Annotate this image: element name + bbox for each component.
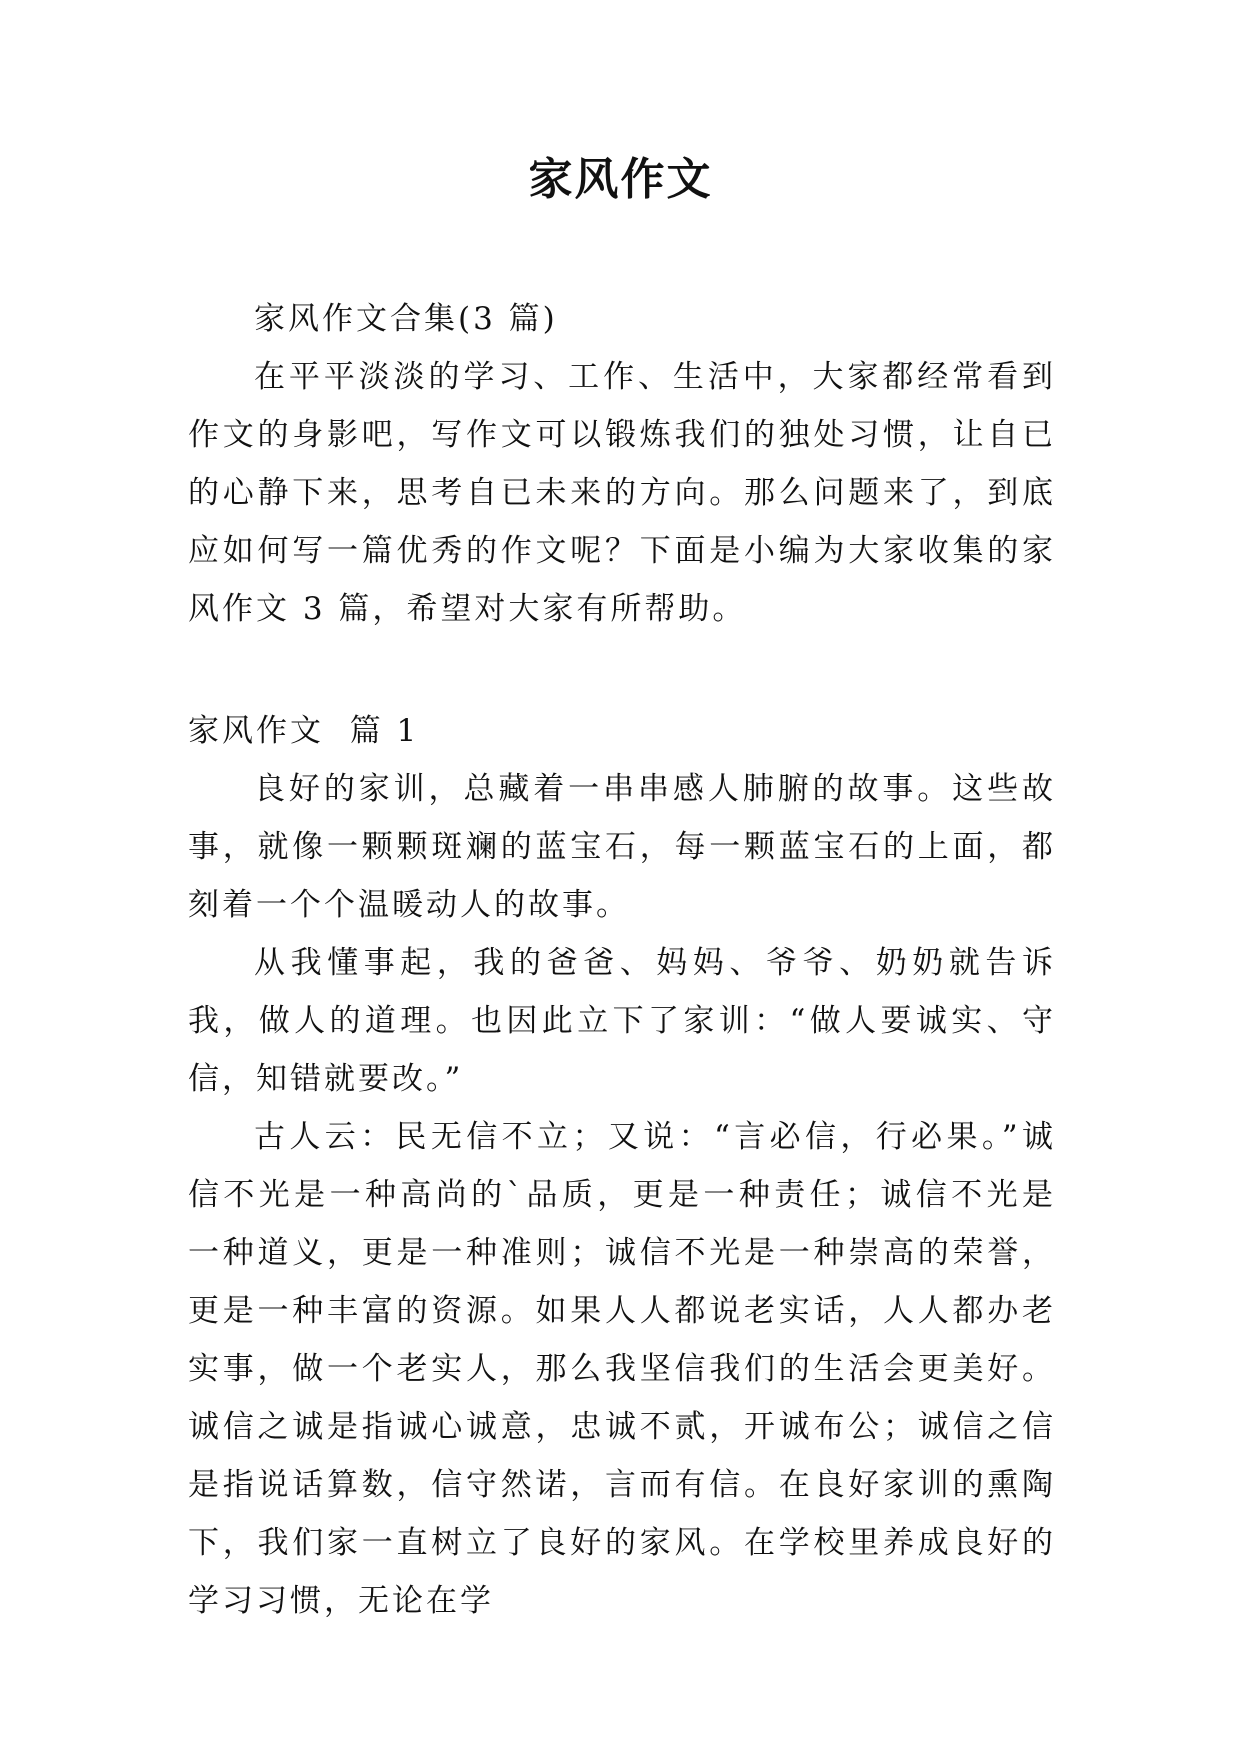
section-heading: 家风作文 篇 1 bbox=[188, 713, 420, 749]
document-title: 家风作文 bbox=[528, 154, 713, 205]
document-body bbox=[188, 290, 1056, 1630]
body-paragraph-2: 从我懂事起，我的爸爸、妈妈、爷爷、奶奶就告诉我，做人的道理。也因此立下了家训：“做人要诚实、守信，知错就要改。” bbox=[188, 945, 1056, 1097]
body-paragraph-1: 良好的家训，总藏着一串串感人肺腑的故事。这些故事，就像一颗颗斑斓的蓝宝石，每一颗蓝宝石的上面，都刻着一个个温暖动人的故事。 bbox=[188, 771, 1056, 923]
intro-paragraph: 在平平淡淡的学习、工作、生活中，大家都经常看到作文的身影吧，写作文可以锻炼我们的独处习惯，让自已的心静下来，思考自已未来的方向。那么问题来了，到底应如何写一篇优秀的作文呢？下面是小编为大家收集的家风作文 3 篇，希望对大家有所帮助。 bbox=[188, 359, 1056, 627]
body-paragraph-3: 古人云：民无信不立；又说：“言必信，行必果。”诚信不光是一种高尚的`品质，更是一种责任；诚信不光是一种道义，更是一种准则；诚信不光是一种崇高的荣誉，更是一种丰富的资源。如果人人都说老实话，人人都办老实事，做一个老实人，那么我坚信我们的生活会更美好。诚信之诚是指诚心诚意，忠诚不贰，开诚布公；诚信之信是指说话算数，信守然诺，言而有信。在良好家训的熏陶下，我们家一直树立了良好的家风。在学校里养成良好的学习习惯，无论在学 bbox=[188, 1119, 1056, 1619]
collection-line: 家风作文合集(3 篇) bbox=[254, 301, 558, 337]
